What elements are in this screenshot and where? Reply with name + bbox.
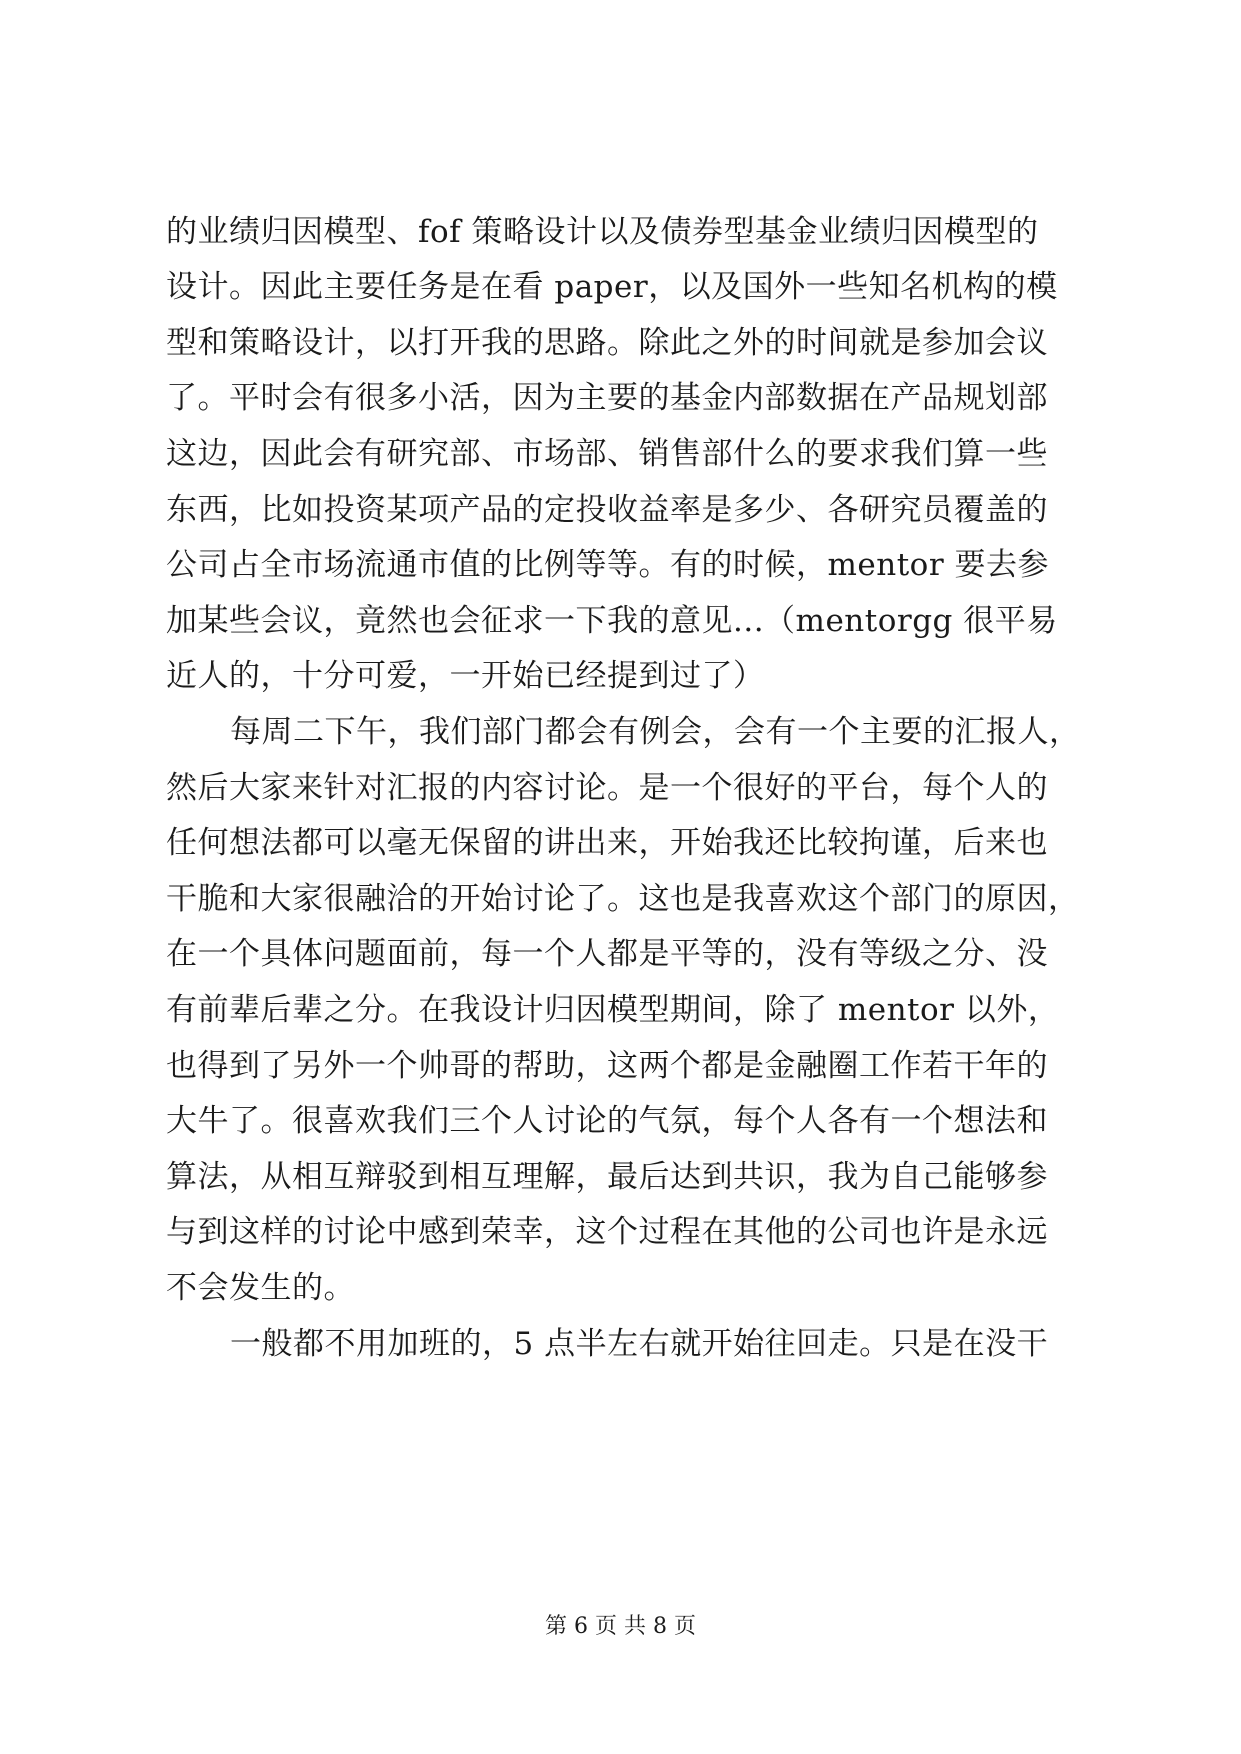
- text-line: 干脆和大家很融洽的开始讨论了。这也是我喜欢这个部门的原因，: [166, 881, 1080, 917]
- text-line: 大牛了。很喜欢我们三个人讨论的气氛，每个人各有一个想法和: [166, 1103, 1048, 1139]
- page-footer: 第 6 页 共 8 页: [545, 1614, 696, 1639]
- text-line: 与到这样的讨论中感到荣幸，这个过程在其他的公司也许是永远: [166, 1214, 1048, 1250]
- text-line: 了。平时会有很多小活，因为主要的基金内部数据在产品规划部: [166, 380, 1048, 416]
- paragraph-first-line: 一般都不用加班的，5 点半左右就开始往回走。只是在没干: [230, 1326, 1049, 1362]
- text-line: 型和策略设计，以打开我的思路。除此之外的时间就是参加会议: [166, 325, 1048, 361]
- text-line: 的业绩归因模型、fof 策略设计以及债券型基金业绩归因模型的: [166, 214, 1039, 250]
- text-line: 算法，从相互辩驳到相互理解，最后达到共识，我为自己能够参: [166, 1159, 1048, 1195]
- text-line: 不会发生的。: [166, 1270, 355, 1306]
- text-line: 近人的，十分可爱，一开始已经提到过了）: [166, 658, 765, 694]
- text-line: 也得到了另外一个帅哥的帮助，这两个都是金融圈工作若干年的: [166, 1048, 1048, 1084]
- text-line: 有前辈后辈之分。在我设计归因模型期间，除了 mentor 以外，: [166, 992, 1060, 1028]
- text-line: 任何想法都可以毫无保留的讲出来，开始我还比较拘谨，后来也: [166, 825, 1048, 861]
- paragraph-first-line: 每周二下午，我们部门都会有例会，会有一个主要的汇报人，: [230, 714, 1081, 750]
- text-line: 这边，因此会有研究部、市场部、销售部什么的要求我们算一些: [166, 436, 1048, 472]
- text-line: 公司占全市场流通市值的比例等等。有的时候，mentor 要去参: [166, 547, 1049, 583]
- text-line: 然后大家来针对汇报的内容讨论。是一个很好的平台，每个人的: [166, 770, 1048, 806]
- text-line: 设计。因此主要任务是在看 paper，以及国外一些知名机构的模: [166, 269, 1058, 305]
- text-line: 加某些会议，竟然也会征求一下我的意见...（mentorgg 很平易: [166, 603, 1058, 639]
- text-line: 东西，比如投资某项产品的定投收益率是多少、各研究员覆盖的: [166, 492, 1048, 528]
- text-line: 在一个具体问题面前，每一个人都是平等的，没有等级之分、没: [166, 936, 1048, 972]
